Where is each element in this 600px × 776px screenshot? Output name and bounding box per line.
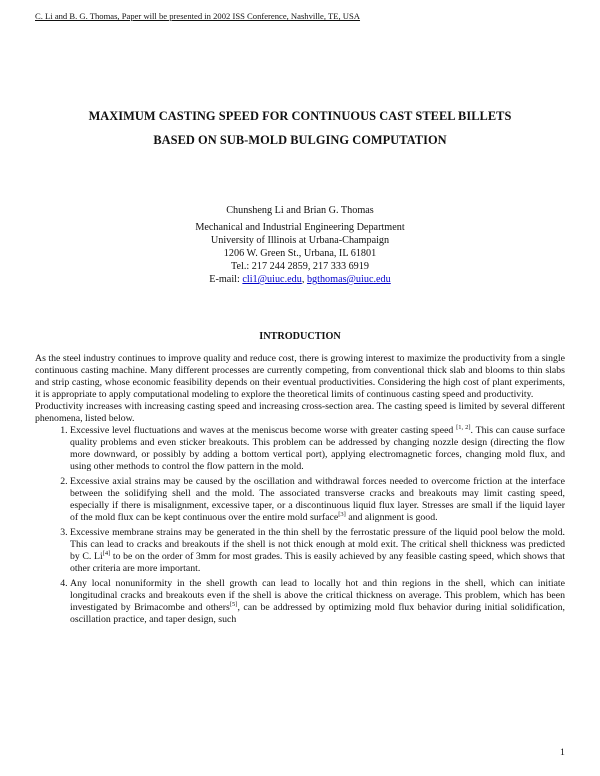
authors: Chunsheng Li and Brian G. Thomas xyxy=(226,205,374,216)
section-heading-introduction: INTRODUCTION xyxy=(259,331,341,342)
phenomenon-item-2 xyxy=(70,476,565,524)
page-number: 1 xyxy=(560,747,565,758)
phenomenon-item-1 xyxy=(70,425,565,473)
paper-title-line-1: MAXIMUM CASTING SPEED FOR CONTINUOUS CAST STEEL BILLETS xyxy=(88,109,512,123)
phenomenon-item-3 xyxy=(70,527,565,575)
email-separator: , xyxy=(301,274,305,285)
phenomenon-1-text-b: . This can cause surface quality problems and even sticker breakouts. This problem can be addressed by changing nozzle design (directing the flow more downward, or possibly by adding a bottom vertical port), applying electromagnetic forces, changing mold flux, and using other methods to control the flow pattern in the mold. xyxy=(70,425,565,472)
citation-4: [4] xyxy=(102,550,111,557)
paper-title-line-2: BASED ON SUB-MOLD BULGING COMPUTATION xyxy=(153,133,447,147)
email-link-bgthomas[interactable]: bgthomas@uiuc.edu xyxy=(306,274,391,285)
intro-paragraph-2: Productivity increases with increasing casting speed and increasing cross-section area. The casting speed is limited by several different phenomena, listed below. xyxy=(35,401,565,424)
affiliation-university: University of Illinois at Urbana-Champaign xyxy=(210,235,390,246)
affiliation-email-line xyxy=(0,274,600,285)
email-label: E-mail: xyxy=(209,274,240,285)
intro-paragraph-1: As the steel industry continues to improve quality and reduce cost, there is growing interest to maximize the productivity from a single continuous casting machine. Many different processes are currently competing, from conventional thick slab and blooms to thin slabs and strip casting, whose economic feasibility depends on their eventual productivities. Considering the high cost of plant experiments, it is appropriate to apply computational modeling to explore the theoretical limits of continuous casting speed and productivity. xyxy=(35,353,565,400)
phenomenon-1-text-a: Excessive level fluctuations and waves at the meniscus become worse with greater casting speed xyxy=(70,425,457,436)
running-header: C. Li and B. G. Thomas, Paper will be presented in 2002 ISS Conference, Nashville, TE, USA xyxy=(35,11,361,21)
phenomenon-2-text-a: Excessive axial strains may be caused by the oscillation and withdrawal forces needed to overcome friction at the interface between the solidifying shell and the mold. The associated transverse cracks and breakouts may limit casting speed, especially if there is misalignment, excessive taper, or a discontinuous liquid flux layer. Stresses are small if the liquid layer of the mold flux can be kept continuous over the entire mold surface xyxy=(70,476,565,523)
phenomenon-3-text-a: Excessive membrane strains may be generated in the thin shell by the ferrostatic pressure of the liquid pool below the mold. This can lead to cracks and breakouts if the shell is not thick enough at mold exit. The critical shell thickness was predicted by C. Li xyxy=(70,527,565,562)
phenomenon-4-text-a: Any local nonuniformity in the shell growth can lead to locally hot and thin regions in the shell, which can initiate longitudinal cracks and breakouts even if the shell is above the critical thickness on average. This problem, which has been investigated by Brimacombe and others xyxy=(70,578,565,613)
phenomenon-4-text-b: , can be addressed by optimizing mold flux behavior during initial solidification, oscillation practice, and taper design, such xyxy=(70,602,565,625)
citation-5: [5] xyxy=(229,601,238,608)
affiliation-address: 1206 W. Green St., Urbana, IL 61801 xyxy=(223,248,377,259)
phenomena-list xyxy=(35,425,565,626)
citation-3: [3] xyxy=(338,511,346,518)
introduction-body xyxy=(35,353,565,629)
phenomenon-item-4 xyxy=(70,578,565,626)
citation-1-2: [1, 2] xyxy=(456,424,471,431)
phenomenon-2-text-b: and alignment is good. xyxy=(345,512,438,523)
affiliation-department: Mechanical and Industrial Engineering Department xyxy=(195,222,405,233)
email-link-cli1[interactable]: cli1@uiuc.edu xyxy=(242,274,302,285)
affiliation-telephone: Tel.: 217 244 2859, 217 333 6919 xyxy=(231,261,369,272)
phenomenon-3-text-b: to be on the order of 3mm for most grades. This is easily achieved by any feasible casting speed, which shows that other criteria are more important. xyxy=(70,551,565,574)
